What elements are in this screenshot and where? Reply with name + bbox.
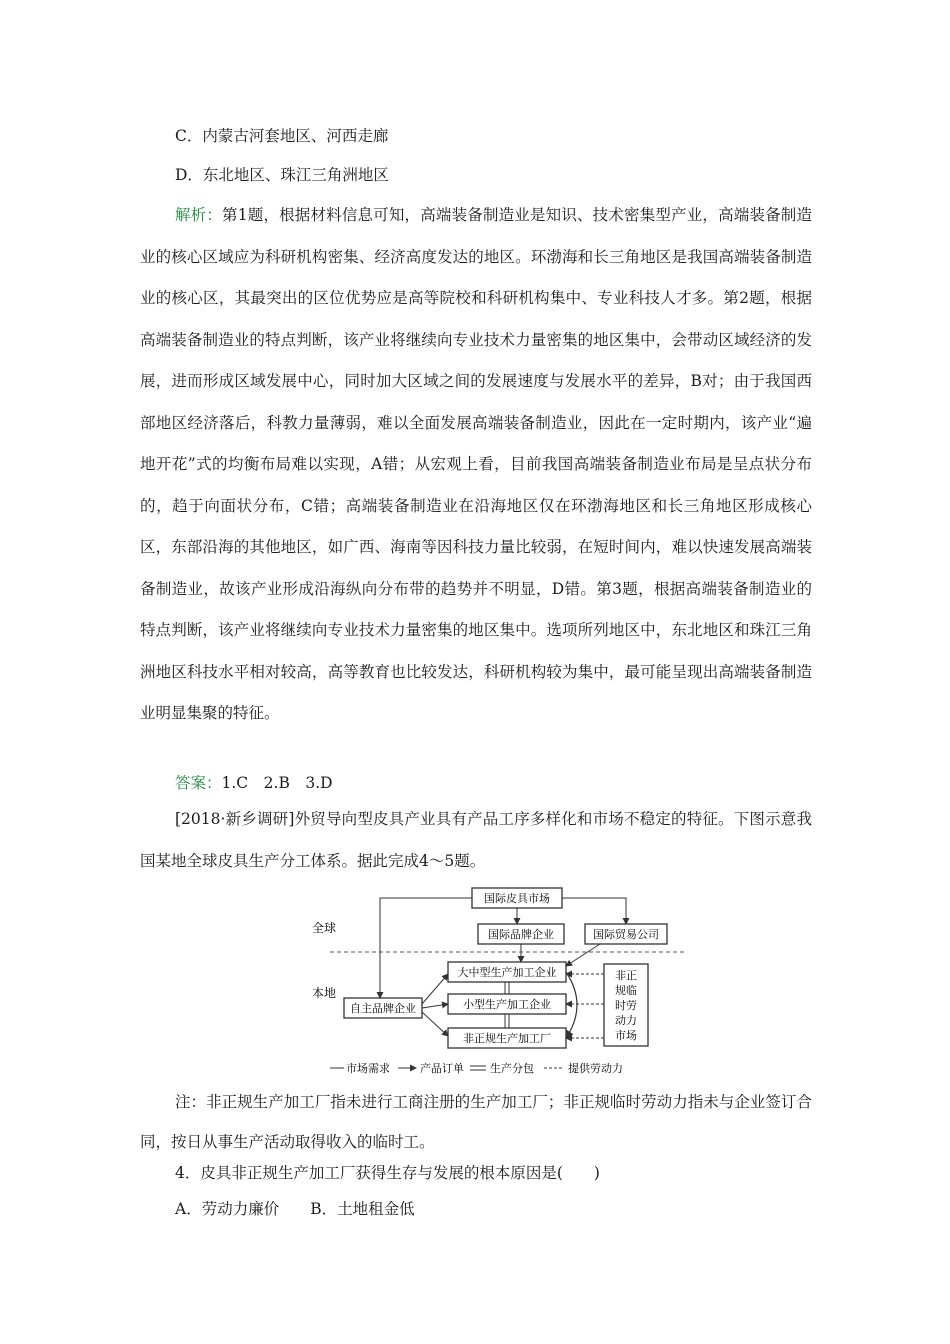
labor-line: 规临	[615, 984, 637, 997]
labor-line: 市场	[615, 1029, 637, 1042]
labor-line: 动力	[615, 1014, 637, 1027]
question-4-options: A．劳动力廉价 B．土地租金低	[175, 1200, 415, 1218]
legend-demand: 市场需求	[346, 1062, 390, 1075]
answer-line	[175, 773, 875, 793]
zone-local-label: 本地	[312, 986, 337, 1000]
intro-paragraph: [2018·新乡调研]外贸导向型皮具产业具有产品工序多样化和市场不稳定的特征。下图示意我国某地全球皮具生产分工体系。据此完成4～5题。	[140, 810, 812, 870]
option-c: C．内蒙古河套地区、河西走廊	[175, 127, 389, 145]
note-paragraph: 注：非正规生产加工厂指未进行工商注册的生产加工厂；非正规临时劳动力指未与企业签订合同，按日从事生产活动取得收入的临时工。	[140, 1093, 812, 1151]
box-intl-market: 国际皮具市场	[484, 892, 550, 905]
option-d: D．东北地区、珠江三角洲地区	[175, 166, 389, 184]
box-own-brand: 自主品牌企业	[350, 1002, 416, 1015]
box-informal-factory: 非正规生产加工厂	[463, 1032, 551, 1045]
answer-label: 答案：	[175, 774, 222, 792]
legend-order: 产品订单	[420, 1062, 464, 1075]
zone-global-label: 全球	[312, 921, 337, 935]
box-intl-trade: 国际贸易公司	[593, 928, 659, 941]
analysis-text: 第1题，根据材料信息可知，高端装备制造业是知识、技术密集型产业，高端装备制造业的核心区域应为科研机构密集、经济高度发达的地区。环渤海和长三角地区是我国高端装备制造业的核心区，其最突出的区位优势应是高等院校和科研机构集中、专业科技人才多。第2题，根据高端装备制造业的特点判断，该产业将继续向专业技术力量密集的地区集中，会带动区域经济的发展，进而形成区域发展中心，同时加大区域之间的发展速度与发展水平的差异，B对；由于我国西部地区经济落后，科教力量薄弱，难以全面发展高端装备制造业，因此在一定时期内，该产业“遍地开花”式的均衡布局难以实现，A错；从宏观上看，目前我国高端装备制造业布局是呈点状分布的，趋于向面状分布，C错；高端装备制造业在沿海地区仅在环渤海地区和长三角地区形成核心区，东部沿海的其他地区，如广西、海南等因科技力量比较弱，在短时间内，难以快速发展高端装备制造业，故该产业形成沿海纵向分布带的趋势并不明显，D错。第3题，根据高端装备制造业的特点判断，该产业将继续向专业技术力量密集的地区集中。选项所列地区中，东北地区和珠江三角洲地区科技水平相对较高，高等教育也比较发达，科研机构较为集中，最可能呈现出高端装备制造业明显集聚的特征。	[140, 206, 812, 722]
box-intl-brand: 国际品牌企业	[488, 928, 554, 941]
legend-subcontract: 生产分包	[490, 1062, 534, 1075]
question-4-stem: 4．皮具非正规生产加工厂获得生存与发展的根本原因是( )	[175, 1164, 600, 1182]
answer-text: 1.C 2.B 3.D	[221, 774, 333, 792]
analysis-label: 解析：	[175, 206, 223, 224]
legend-labor: 提供劳动力	[568, 1062, 623, 1075]
labor-line: 非正	[615, 969, 637, 982]
labor-line: 时劳	[615, 999, 637, 1012]
box-small-enterprise: 小型生产加工企业	[463, 998, 551, 1011]
box-labor-market	[615, 968, 637, 1042]
analysis-paragraph	[140, 195, 812, 735]
production-division-diagram	[300, 880, 690, 1080]
box-large-enterprise: 大中型生产加工企业	[457, 966, 557, 979]
